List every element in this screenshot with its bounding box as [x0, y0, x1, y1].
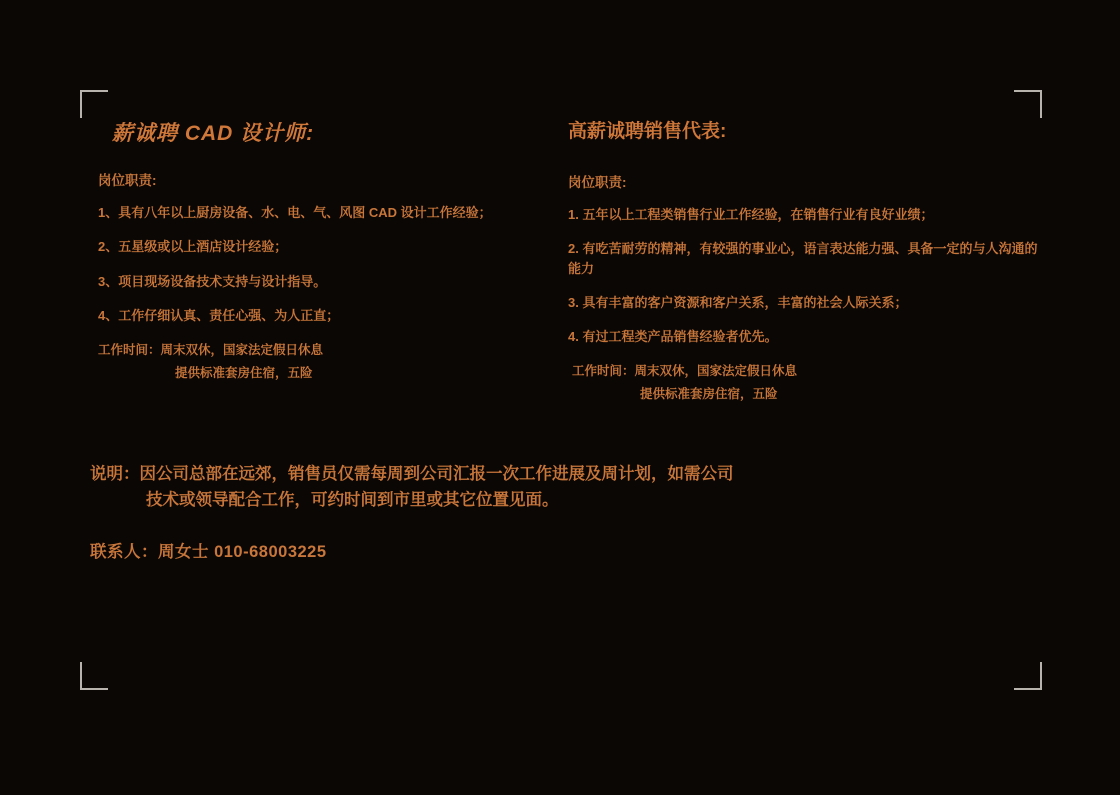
cad-designer-worktime: 工作时间：周末双休，国家法定假日休息	[98, 342, 324, 357]
cad-designer-benefit: 提供标准套房住宿，五险	[175, 365, 313, 380]
list-item: 4. 有过工程类产品销售经验者优先。	[568, 329, 778, 345]
sales-rep-heading: 高薪诚聘销售代表:	[568, 121, 727, 142]
list-item: 1、具有八年以上厨房设备、水、电、气、风图 CAD 设计工作经验；	[98, 205, 492, 221]
sales-rep-benefit: 提供标准套房住宿，五险	[640, 387, 778, 402]
notes-block	[90, 462, 990, 513]
job-listing-sales-rep	[560, 120, 1040, 419]
list-item: 2、五星级或以上酒店设计经验；	[98, 239, 288, 255]
crop-mark-top-left	[80, 90, 108, 118]
note-line-1: 说明：因公司总部在远郊，销售员仅需每周到公司汇报一次工作进展及周计划，如需公司	[90, 465, 734, 483]
sales-rep-responsibilities-label: 岗位职责:	[568, 174, 627, 190]
contact-info: 联系人：周女士 010-68003225	[90, 543, 327, 561]
crop-mark-bottom-right	[1014, 662, 1042, 690]
cad-designer-responsibilities-label: 岗位职责:	[98, 173, 157, 189]
job-listing-cad-designer	[90, 120, 520, 397]
list-item: 1. 五年以上工程类销售行业工作经验，在销售行业有良好业绩；	[568, 206, 934, 222]
note-line-2: 技术或领导配合工作，可约时间到市里或其它位置见面。	[146, 490, 559, 509]
list-item: 3. 具有丰富的客户资源和客户关系，丰富的社会人际关系；	[568, 295, 908, 311]
list-item: 2. 有吃苦耐劳的精神，有较强的事业心，语言表达能力强、具备一定的与人沟通的能力	[568, 240, 1038, 276]
cad-designer-heading: 薪诚聘 CAD 设计师:	[112, 122, 315, 145]
sales-rep-worktime: 工作时间：周末双休，国家法定假日休息	[572, 364, 798, 379]
list-item: 4、工作仔细认真、责任心强、为人正直；	[98, 307, 340, 323]
crop-mark-top-right	[1014, 90, 1042, 118]
list-item: 3、项目现场设备技术支持与设计指导。	[98, 273, 327, 289]
crop-mark-bottom-left	[80, 662, 108, 690]
